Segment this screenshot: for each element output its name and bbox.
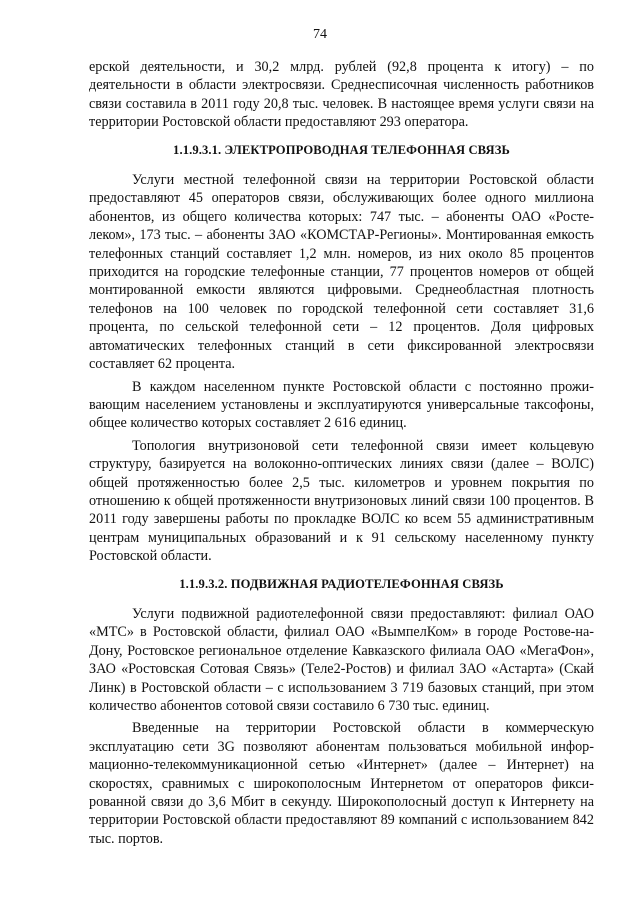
section-heading-mobile-telephony: 1.1.9.3.2. ПОДВИЖНАЯ РАДИОТЕЛЕФОННАЯ СВЯЗЬ (179, 576, 504, 591)
page-number: 74 (313, 27, 327, 42)
paragraph: Введенные на территории Ростовской области в коммерческую эксплуатацию сети 3G позволяют абонентам пользоваться мобильной информационно-телекоммуникационной сетью «Интернет» (далее – Интернет) на скоростях, сравнимых с широкополосным Интернетом от операторов фиксированной связи до 3,6 Мбит в секунду. Широкополосный доступ к Интернету на территории Ростовской области предоставляют 89 компаний с использованием 842 тыс. портов. (89, 720, 594, 847)
intro-paragraph: ерской деятельности, и 30,2 млрд. рублей (92,8 процента к итогу) – по деятельности в области электросвязи. Среднесписочная численность работников связи составила в 2011 году 20,8 тыс. человек. В настоящее время услуги связи на территории Ростовской области предоставляют 293 оператора. (89, 59, 594, 131)
document-body (89, 58, 594, 848)
paragraph: Услуги подвижной радиотелефонной связи предоставляют: филиал ОАО «МТС» в Ростовской области, филиал ОАО «ВымпелКом» в городе Ростове-на-Дону, Ростовское региональное отделение Кавказского филиала ОАО «МегаФон», ЗАО «Ростовская Сотовая Связь» (Теле2-Ростов) и филиал ЗАО «Астарта» (Скай Линк) в Ростовской области – с использованием 3 719 базовых станций, при этом количество абонентов сотовой связи составило 6 730 тыс. единиц. (89, 605, 594, 714)
paragraph: Услуги местной телефонной связи на территории Ростовской области предоставляют 45 операторов связи, обслуживающих более одного миллиона абонентов, из общего количества которых: 747 тыс. – абоненты ОАО «Ростелеком», 173 тыс. – абоненты ЗАО «КОМСТАР-Регионы». Монтированная емкость телефонных станций составляет 1,2 млн. номеров, из них около 85 процентов приходится на городские телефонные станции, 77 процентов номеров от общей монтированной емкости являются цифровыми. Среднеобластная плотность телефонов на 100 человек по городской телефонной сети составляет 31,6 процента, по сельской телефонной сети – 12 процентов. Доля цифровых автоматических телефонных станций в сети фиксированной электросвязи составляет 62 процента. (89, 172, 594, 373)
section-heading-wired-telephony: 1.1.9.3.1. ЭЛЕКТРОПРОВОДНАЯ ТЕЛЕФОННАЯ СВЯЗЬ (173, 142, 510, 157)
paragraph: Топология внутризоновой сети телефонной связи имеет кольцевую структуру, базируется на волоконно-оптических линиях связи (далее – ВОЛС) общей протяженностью более 2,5 тыс. километров и уровнем покрытия по отношению к общей протяженности внутризоновых линий связи 100 процентов. В 2011 году завершены работы по прокладке ВОЛС ко всем 55 административным центрам муниципальных образований и к 91 сельскому населенному пункту Ростовской области. (89, 437, 594, 565)
paragraph: В каждом населенном пункте Ростовской области с постоянно проживающим населением установлены и эксплуатируются универсальные таксофоны, общее количество которых составляет 2 616 единиц. (89, 378, 594, 432)
